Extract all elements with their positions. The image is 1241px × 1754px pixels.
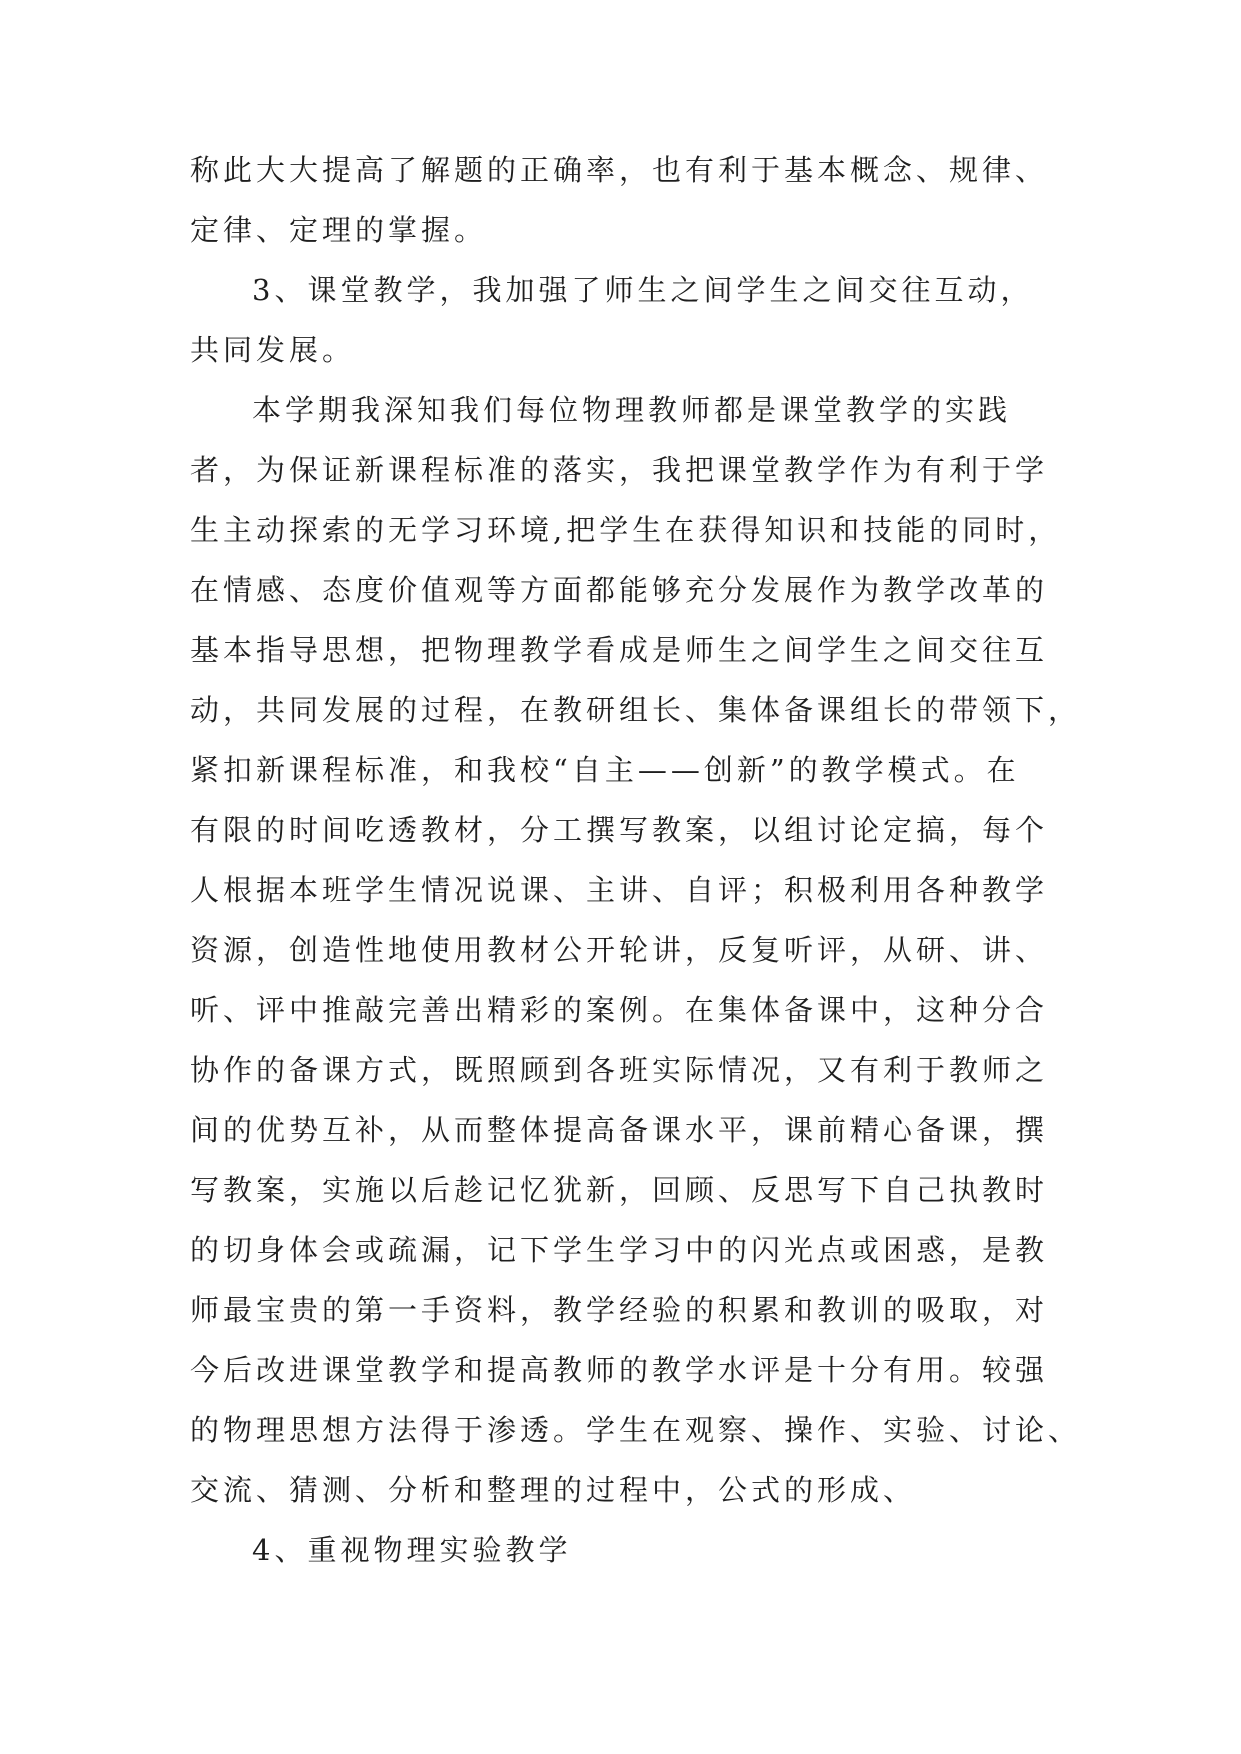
paragraph-line: 交流、猜测、分析和整理的过程中，公式的形成、 [190,1473,917,1507]
paragraph-line: 资源，创造性地使用教材公开轮讲，反复听评，从研、讲、 [190,933,1049,967]
paragraph-line: 定律、定理的掌握。 [190,213,488,247]
paragraph-line: 基本指导思想，把物理教学看成是师生之间学生之间交往互 [190,633,1049,667]
paragraph-line: 本学期我深知我们每位物理教师都是课堂教学的实践 [252,393,1012,427]
paragraph-line: 共同发展。 [190,333,356,367]
paragraph-line: 人根据本班学生情况说课、主讲、自评；积极利用各种教学 [190,873,1049,907]
paragraph-line: 今后改进课堂教学和提高教师的教学水评是十分有用。较强 [190,1353,1049,1387]
paragraph-line: 的切身体会或疏漏，记下学生学习中的闪光点或困惑，是教 [190,1233,1049,1267]
paragraph-line: 师最宝贵的第一手资料，教学经验的积累和教训的吸取，对 [190,1293,1049,1327]
paragraph-line: 写教案，实施以后趁记忆犹新，回顾、反思写下自己执教时 [190,1173,1049,1207]
paragraph-line: 协作的备课方式，既照顾到各班实际情况，又有利于教师之 [190,1053,1049,1087]
paragraph-line: 紧扣新课程标准，和我校“自主——创新”的教学模式。在 [190,753,1020,787]
paragraph-line: 称此大大提高了解题的正确率，也有利于基本概念、规律、 [190,153,1049,187]
paragraph-line: 生主动探索的无学习环境,把学生在获得知识和技能的同时， [190,513,1062,547]
paragraph-line: 者，为保证新课程标准的落实，我把课堂教学作为有利于学 [190,453,1049,487]
paragraph-line: 在情感、态度价值观等方面都能够充分发展作为教学改革的 [190,573,1049,607]
paragraph-line: 听、评中推敲完善出精彩的案例。在集体备课中，这种分合 [190,993,1049,1027]
paragraph-line: 动，共同发展的过程，在教研组长、集体备课组长的带领下， [190,693,1082,727]
paragraph-line: 间的优势互补，从而整体提高备课水平，课前精心备课，撰 [190,1113,1049,1147]
section-heading-3: 3、课堂教学，我加强了师生之间学生之间交往互动， [252,273,1034,307]
paragraph-line: 的物理思想方法得于渗透。学生在观察、操作、实验、讨论、 [190,1413,1082,1447]
section-heading-4: 4、重视物理实验教学 [252,1533,572,1567]
paragraph-line: 有限的时间吃透教材，分工撰写教案，以组讨论定搞，每个 [190,813,1049,847]
